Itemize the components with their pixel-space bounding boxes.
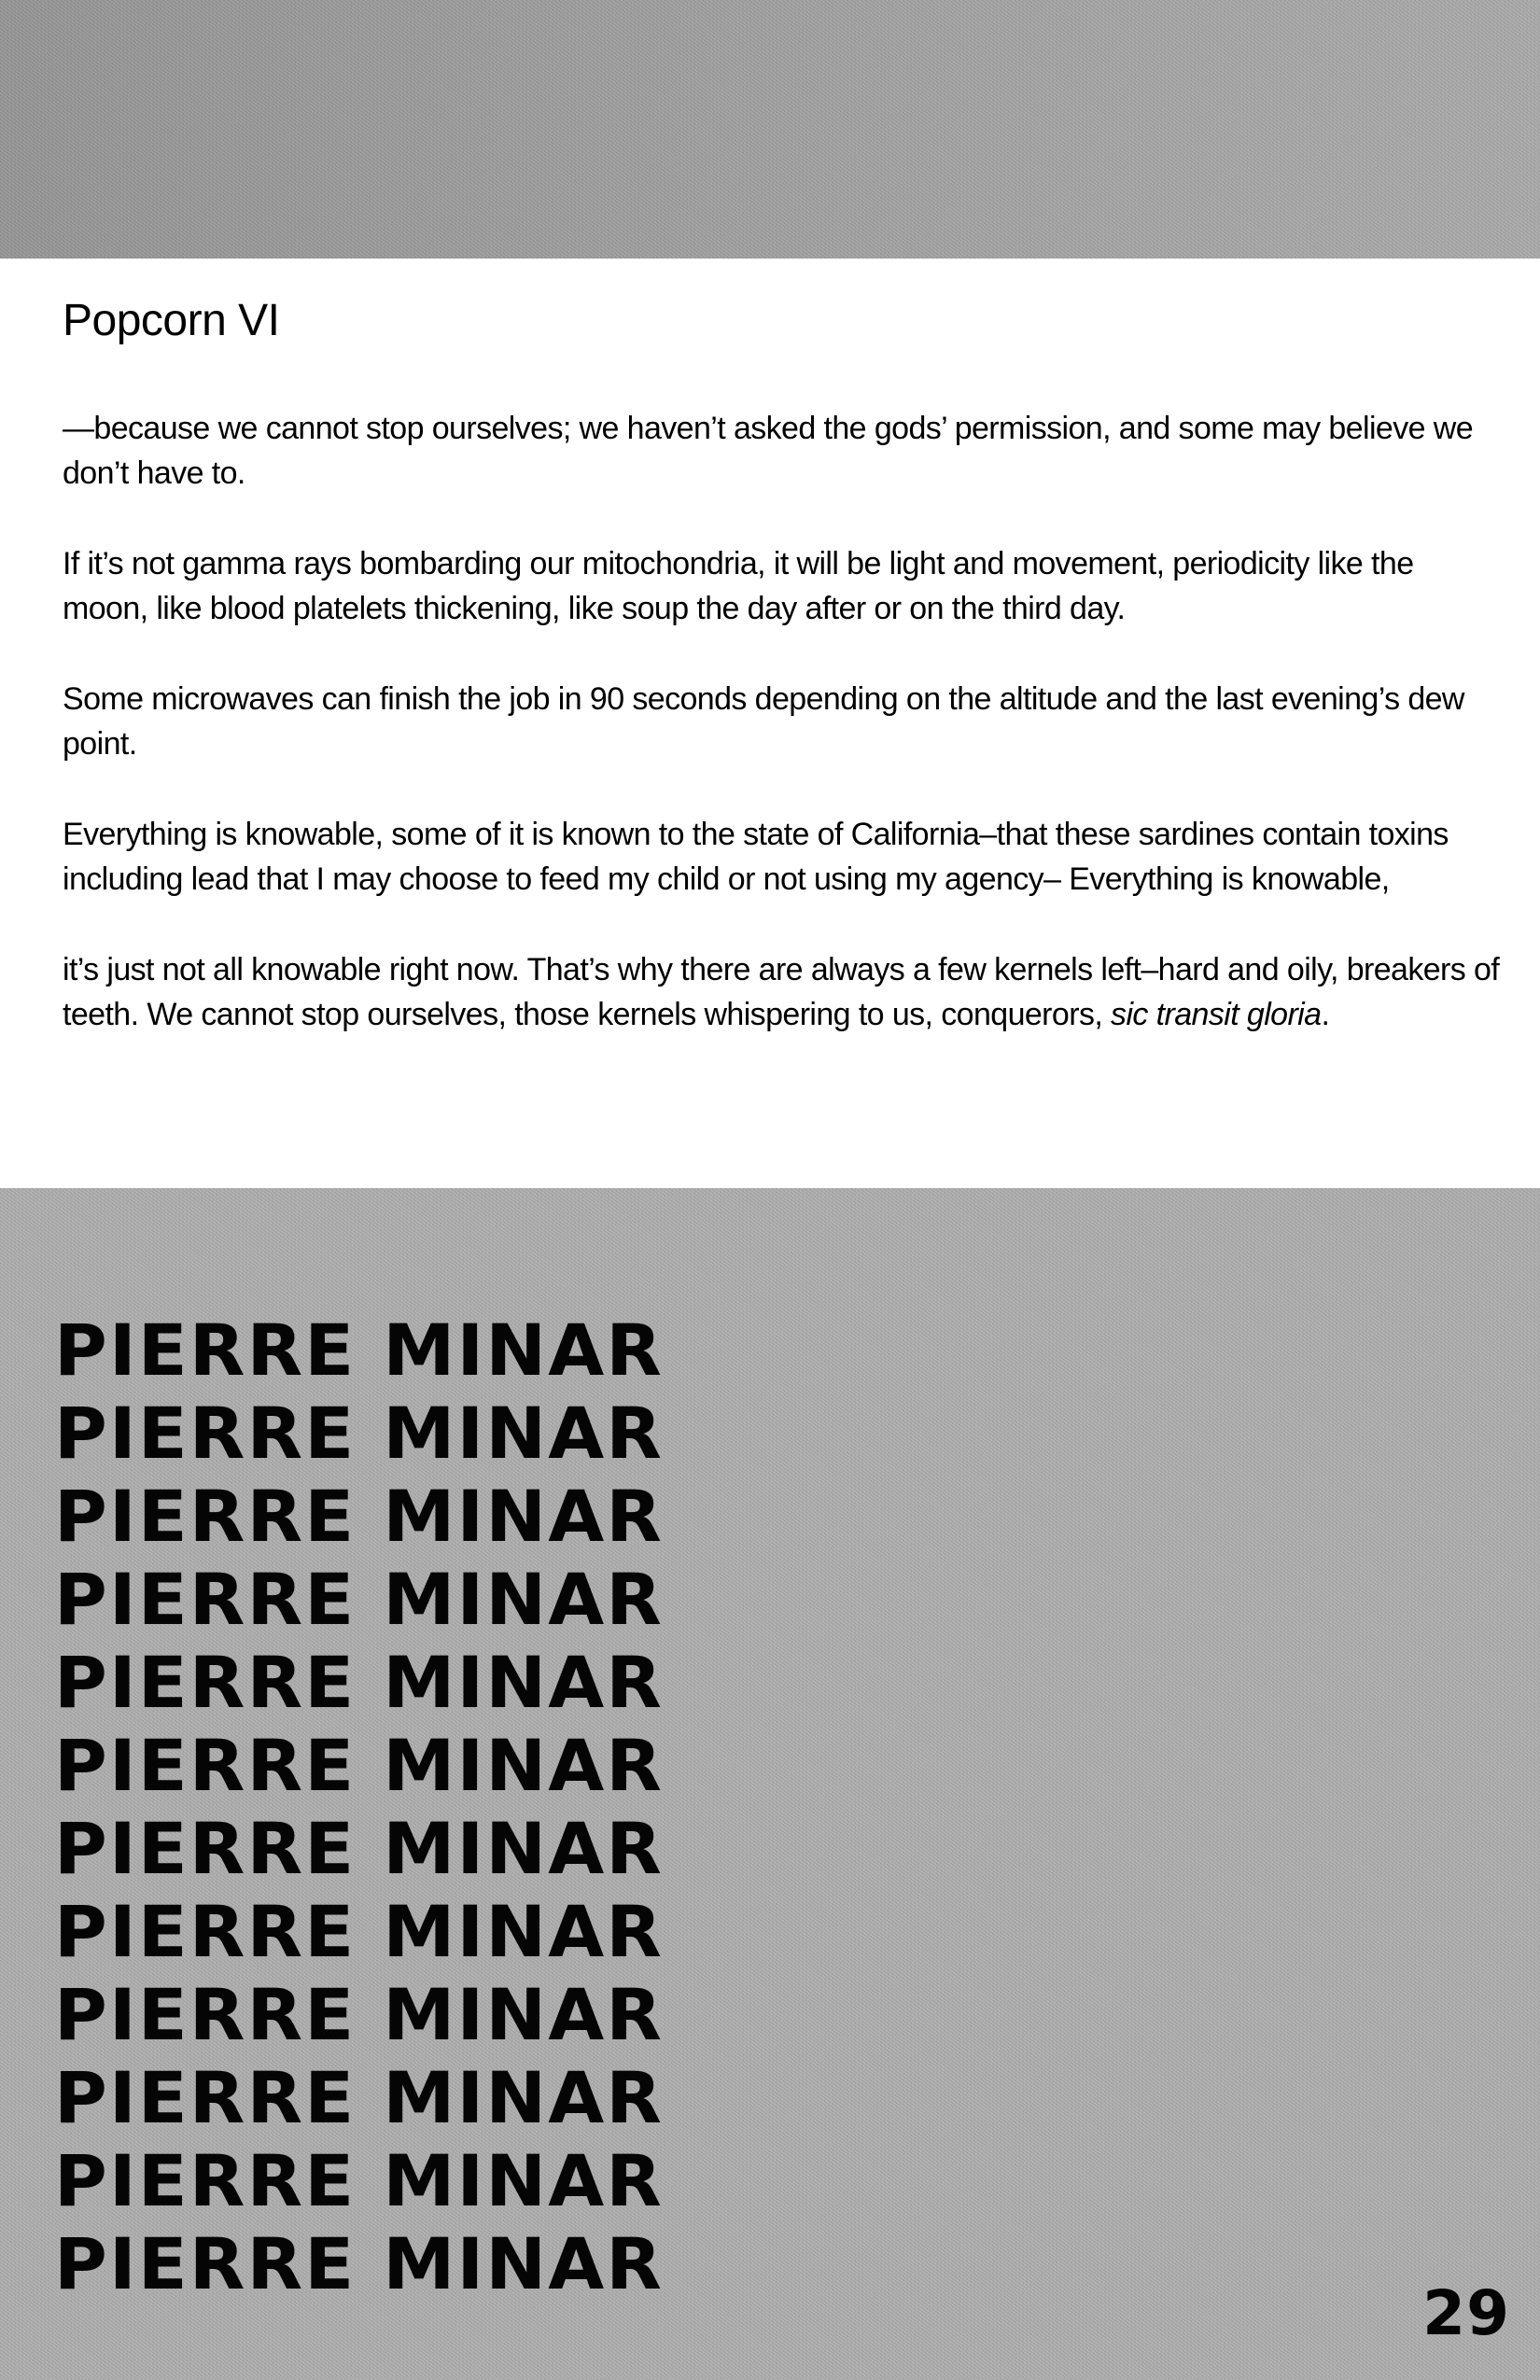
author-name-row: PIERRE MINAR: [54, 1558, 664, 1641]
author-name-row: PIERRE MINAR: [54, 2222, 664, 2305]
stanza-5-end: .: [1321, 996, 1330, 1032]
stanza-1: —because we cannot stop ourselves; we haven’t asked the gods’ permission, and some may believe we don’t have to.: [63, 410, 1474, 491]
poem-content-box: [0, 259, 1540, 1188]
author-name-row: PIERRE MINAR: [54, 2056, 664, 2139]
poem-title: Popcorn VI: [63, 296, 280, 345]
author-name-row: PIERRE MINAR: [54, 2139, 664, 2222]
page-number: 29: [1422, 2277, 1510, 2349]
stanza-5-text: it’s just not all knowable right now. That’s why there are always a few kernels left–hard and oily, breakers of teeth. We cannot stop ourselves, those kernels whispering to us, conquerors,: [63, 951, 1500, 1032]
author-name-row: PIERRE MINAR: [54, 1973, 664, 2056]
stanza-3: Some microwaves can finish the job in 90 seconds depending on the altitude and the last evening’s dew point.: [63, 680, 1464, 762]
stanza-5: [63, 947, 1503, 1037]
author-name-row: PIERRE MINAR: [54, 1475, 664, 1558]
stanza-5-italic-phrase: sic transit gloria: [1111, 996, 1322, 1032]
author-name-row: PIERRE MINAR: [54, 1807, 664, 1890]
stanza-2: If it’s not gamma rays bombarding our mitochondria, it will be light and movement, periodicity like the moon, like blood platelets thickening, like soup the day after or on the third day.: [63, 545, 1414, 626]
author-name-list: [54, 1309, 664, 2305]
stanza-4: Everything is knowable, some of it is known to the state of California–that these sardines contain toxins including lead that I may choose to feed my child or not using my agency– Everything is knowable,: [63, 816, 1449, 897]
author-name-row: PIERRE MINAR: [54, 1890, 664, 1973]
author-name-row: PIERRE MINAR: [54, 1392, 664, 1475]
top-texture-band: [0, 0, 1540, 259]
author-name-row: PIERRE MINAR: [54, 1641, 664, 1724]
author-name-row: PIERRE MINAR: [54, 1309, 664, 1392]
author-name-row: PIERRE MINAR: [54, 1724, 664, 1807]
